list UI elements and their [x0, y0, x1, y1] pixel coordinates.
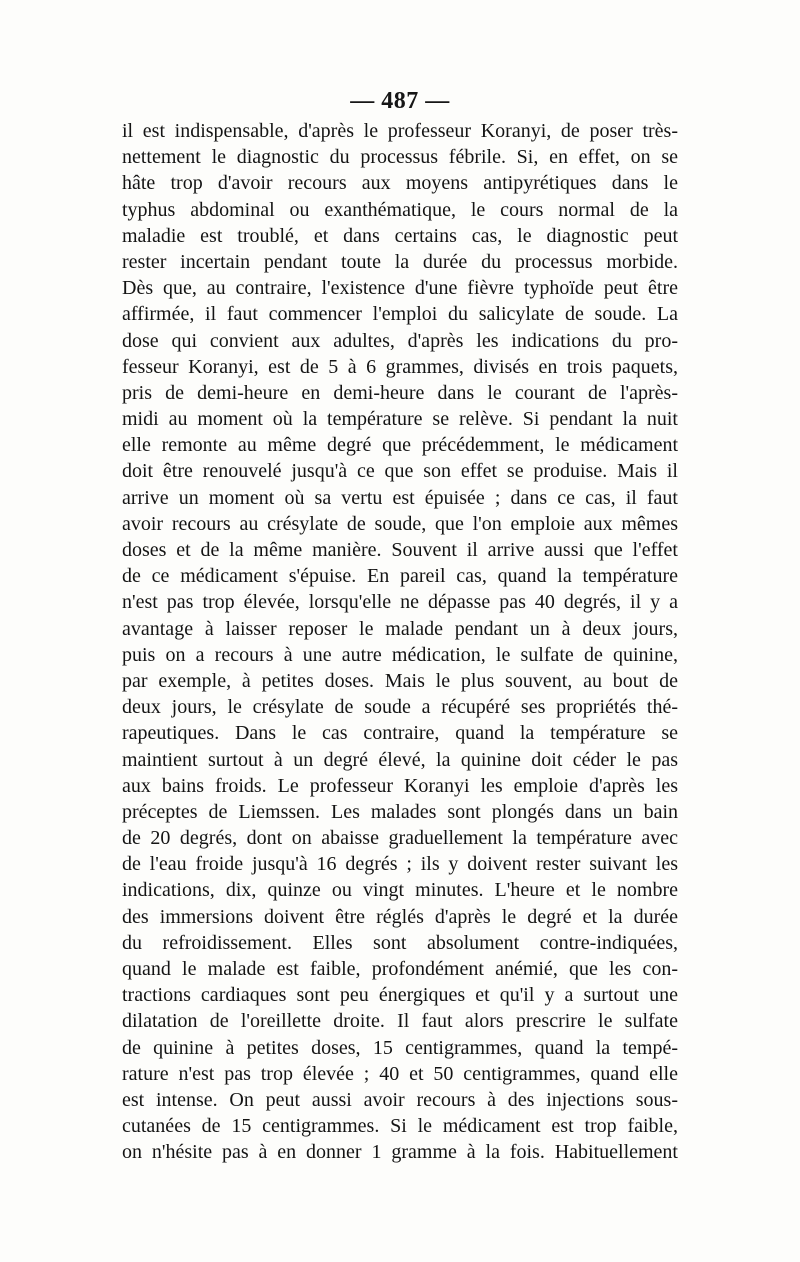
text-line: préceptes de Liemssen. Les malades sont plongés dans un bain — [122, 800, 678, 823]
text-line: maladie est troublé, et dans certains cas, le diagnostic peut — [122, 224, 678, 247]
text-line: dilatation de l'oreillette droite. Il faut alors prescrire le sulfate — [122, 1010, 678, 1033]
text-line: de ce médicament s'épuise. En pareil cas, quand la température — [122, 565, 678, 588]
text-line: typhus abdominal ou exanthématique, le cours normal de la — [122, 198, 678, 221]
text-line: rature n'est pas trop élevée ; 40 et 50 centigrammes, quand elle — [122, 1062, 678, 1085]
text-line: deux jours, le crésylate de soude a récupéré ses propriétés thé- — [122, 696, 678, 719]
page-number: — 487 — — [350, 88, 450, 114]
text-line: aux bains froids. Le professeur Koranyi les emploie d'après les — [122, 774, 678, 797]
text-line: dose qui convient aux adultes, d'après les indications du pro- — [122, 329, 678, 352]
text-line: indications, dix, quinze ou vingt minutes. L'heure et le nombre — [122, 879, 678, 902]
text-line: il est indispensable, d'après le professeur Koranyi, de poser très- — [122, 120, 678, 142]
text-line: des immersions doivent être réglés d'après le degré et la durée — [122, 905, 678, 928]
text-line: n'est pas trop élevée, lorsqu'elle ne dépasse pas 40 degrés, il y a — [122, 591, 678, 614]
text-line: quand le malade est faible, profondément anémié, que les con- — [122, 958, 678, 980]
text-line: avantage à laisser reposer le malade pendant un à deux jours, — [122, 617, 678, 640]
text-line: rapeutiques. Dans le cas contraire, quand la température se — [122, 722, 678, 745]
text-line: on n'hésite pas à en donner 1 gramme à la fois. Habituellement — [122, 1141, 678, 1164]
text-line: de 20 degrés, dont on abaisse graduellement la température avec — [122, 827, 678, 850]
text-line: doses et de la même manière. Souvent il arrive aussi que l'effet — [122, 539, 678, 561]
text-line: tractions cardiaques sont peu énergiques et qu'il y a surtout une — [122, 984, 678, 1007]
text-line: maintient surtout à un degré élevé, la quinine doit céder le pas — [122, 748, 678, 771]
text-line: de l'eau froide jusqu'à 16 degrés ; ils y doivent rester suivant les — [122, 853, 678, 876]
text-line: doit être renouvelé jusqu'à ce que son effet se produise. Mais il — [122, 460, 678, 483]
text-line: avoir recours au crésylate de soude, que l'on emploie aux mêmes — [122, 512, 678, 535]
text-line: hâte trop d'avoir recours aux moyens antipyrétiques dans le — [122, 172, 678, 195]
text-line: puis on a recours à une autre médication, le sulfate de quinine, — [122, 643, 678, 666]
text-line: de quinine à petites doses, 15 centigrammes, quand la tempé- — [122, 1036, 678, 1059]
text-line: midi au moment où la température se relève. Si pendant la nuit — [122, 408, 678, 431]
text-line: arrive un moment où sa vertu est épuisée ; dans ce cas, il faut — [122, 486, 678, 509]
text-line: affirmée, il faut commencer l'emploi du salicylate de soude. La — [122, 303, 678, 326]
text-line: Dès que, au contraire, l'existence d'une fièvre typhoïde peut être — [122, 277, 678, 300]
text-line: pris de demi-heure en demi-heure dans le courant de l'après- — [122, 381, 678, 404]
text-line: nettement le diagnostic du processus fébrile. Si, en effet, on se — [122, 146, 678, 169]
text-line: cutanées de 15 centigrammes. Si le médicament est trop faible, — [122, 1115, 678, 1138]
text-line: du refroidissement. Elles sont absolument contre-indiquées, — [122, 931, 678, 954]
text-line: par exemple, à petites doses. Mais le plus souvent, au bout de — [122, 669, 678, 692]
text-line: est intense. On peut aussi avoir recours à des injections sous- — [122, 1088, 678, 1111]
text-line: elle remonte au même degré que précédemment, le médicament — [122, 434, 678, 457]
text-line: fesseur Koranyi, est de 5 à 6 grammes, divisés en trois paquets, — [122, 355, 678, 378]
body-text — [122, 118, 678, 1166]
text-line: rester incertain pendant toute la durée du processus morbide. — [122, 250, 678, 273]
